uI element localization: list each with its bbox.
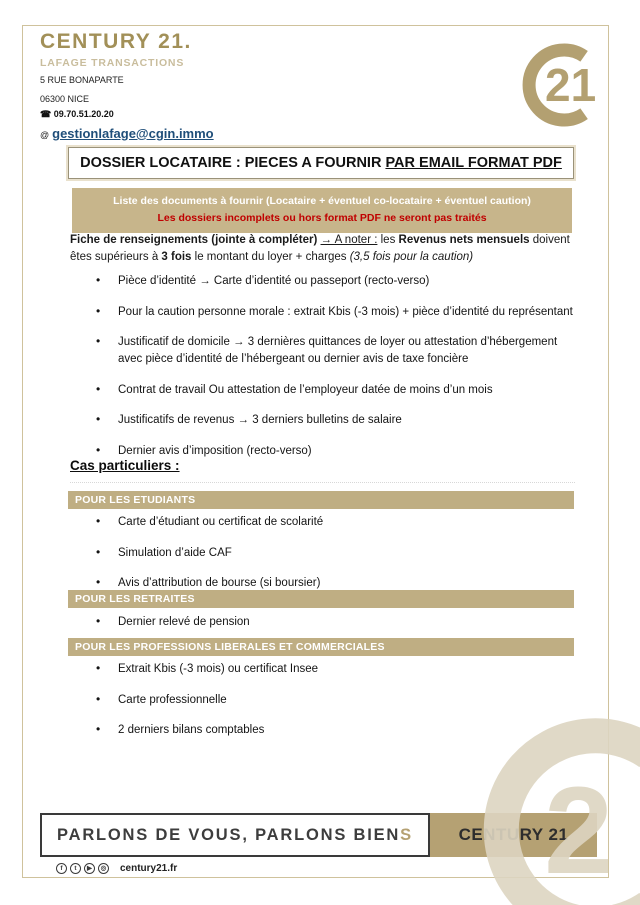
- svg-text:2: 2: [544, 762, 614, 901]
- footer-social-row: [56, 863, 177, 874]
- list-item: • Carte d’étudiant ou certificat de scolarité: [70, 513, 580, 531]
- phone-number: 09.70.51.20.20: [53, 108, 114, 119]
- email-line: [40, 126, 214, 141]
- logo-21-text: 21: [545, 59, 597, 111]
- brand-name: CENTURY 21.: [40, 30, 192, 53]
- letterhead: [40, 30, 214, 141]
- agency-name: LAFAGE TRANSACTIONS: [40, 57, 185, 69]
- list-item: • Avis d’attribution de bourse (si boursier): [70, 574, 580, 592]
- slogan-text: PARLONS DE VOUS, PARLONS BIEN: [57, 825, 401, 844]
- footer-slogan: [40, 813, 430, 857]
- instagram-icon: ◎: [98, 863, 109, 874]
- list-item: • Carte professionnelle: [70, 691, 580, 709]
- intro-bold-1: Fiche de renseignements (jointe à compléter): [70, 234, 321, 246]
- list-item: • Justificatifs de revenus → 3 derniers bulletins de salaire: [70, 411, 580, 429]
- intro-text-1: les: [377, 234, 399, 246]
- notice-line-2: Les dossiers incomplets ou hors format PDF ne seront pas traités: [157, 211, 487, 224]
- website-text: century21.fr: [120, 863, 178, 874]
- twitter-icon: t: [70, 863, 81, 874]
- list-item: • Dernier avis d’imposition (recto-verso): [70, 442, 580, 460]
- youtube-icon: ▶: [84, 863, 95, 874]
- section-header-retirees: POUR LES RETRAITES: [68, 590, 574, 608]
- list-item: • Justificatif de domicile → 3 dernières quittances de loyer ou attestation d’hébergement avec pièce d’identité de l’hébergeant ou dernier avis de taxe foncière: [70, 333, 580, 367]
- footer-brand-text: CENTURY 21: [458, 825, 569, 844]
- phone-icon: ☎: [40, 108, 52, 119]
- phone-line: [40, 109, 214, 120]
- footer-banner: [40, 813, 597, 857]
- list-item: • Contrat de travail Ou attestation de l’employeur datée de moins d’un mois: [70, 381, 580, 399]
- list-item: • Simulation d’aide CAF: [70, 544, 580, 562]
- list-item: • Pièce d’identité → Carte d’identité ou passeport (recto-verso): [70, 272, 580, 290]
- list-item: • Extrait Kbis (-3 mois) ou certificat Insee: [70, 660, 580, 678]
- list-item: • 2 derniers bilans comptables: [70, 721, 580, 739]
- footer-brand-block: [430, 813, 597, 857]
- intro-bold-2: Revenus nets mensuels: [398, 234, 530, 246]
- document-title-box: [68, 147, 574, 179]
- section-header-students: POUR LES ETUDIANTS: [68, 491, 574, 509]
- intro-text-3: le montant du loyer + charges: [191, 251, 350, 264]
- intro-note-underline: → A noter :: [320, 234, 378, 246]
- page-title-underlined: PAR EMAIL FORMAT PDF: [385, 155, 562, 171]
- email-link[interactable]: gestionlafage@cgin.immo: [52, 125, 214, 141]
- dotted-divider: [70, 482, 575, 483]
- slogan-accent-letter: S: [400, 825, 413, 844]
- intro-bold-3: 3 fois: [161, 251, 192, 264]
- notice-banner: [72, 188, 572, 233]
- professions-list: [70, 660, 580, 752]
- section-header-professions: POUR LES PROFESSIONS LIBERALES ET COMMERCIALES: [68, 638, 574, 656]
- intro-italic: (3,5 fois pour la caution): [349, 251, 474, 264]
- list-item: • Dernier relevé de pension: [70, 613, 580, 631]
- century21-logo: [522, 33, 608, 137]
- page-title: DOSSIER LOCATAIRE : PIECES A FOURNIR PAR EMAIL FORMAT PDF: [80, 155, 562, 171]
- special-cases-heading: Cas particuliers :: [70, 458, 180, 473]
- facebook-icon: f: [56, 863, 67, 874]
- intro-paragraph: [70, 232, 578, 267]
- notice-line-1: Liste des documents à fournir (Locataire + éventuel co-locataire + éventuel caution): [113, 195, 531, 207]
- intro-text-2: doivent êtes supérieurs à: [70, 234, 570, 264]
- list-item: • Pour la caution personne morale : extrait Kbis (-3 mois) + pièce d’identité du représentant: [70, 303, 580, 321]
- address-line-2: 06300 NICE: [40, 93, 90, 104]
- at-icon: @: [40, 129, 50, 140]
- address-line-1: 5 RUE BONAPARTE: [40, 75, 124, 85]
- required-documents-list: [70, 272, 580, 473]
